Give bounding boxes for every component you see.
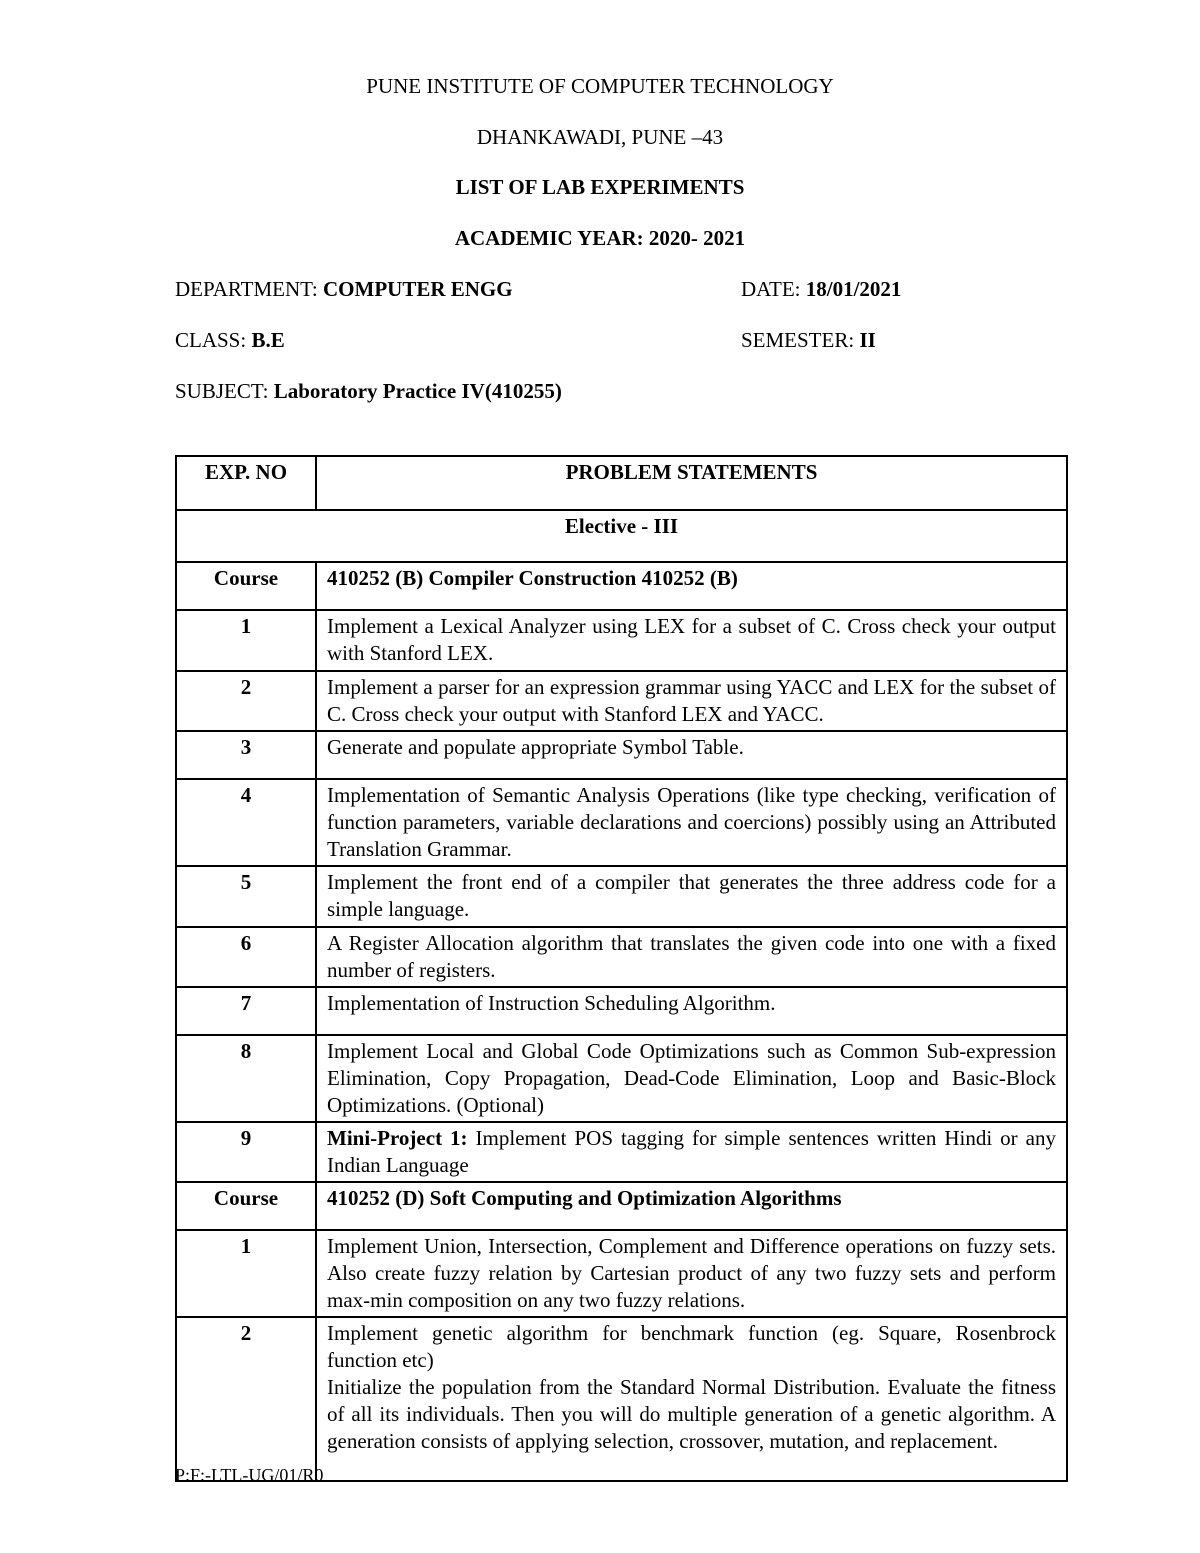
exp-statement: Implement Local and Global Code Optimizations such as Common Sub-expression Elimination, Copy Propagation, Dead-Code Elimination, Loop and Basic-Block Optimizations. (Optional) xyxy=(316,1035,1067,1122)
exp-number: 2 xyxy=(176,1317,316,1481)
class-label: CLASS: xyxy=(175,328,252,352)
course-label: Course xyxy=(176,562,316,610)
exp-statement: Implement a parser for an expression grammar using YACC and LEX for the subset of C. Cross check your output with Stanford LEX and YACC. xyxy=(316,671,1067,731)
date-value: 18/01/2021 xyxy=(805,277,902,301)
column-header-problem: PROBLEM STATEMENTS xyxy=(316,456,1067,510)
table-row xyxy=(176,610,1067,671)
lab-experiments-table xyxy=(175,455,1068,1482)
table-row xyxy=(176,731,1067,779)
exp-number: 6 xyxy=(176,927,316,987)
exp-statement-part1: Implement genetic algorithm for benchmark function (eg. Square, Rosenbrock function etc) xyxy=(327,1321,1056,1372)
exp-number: 1 xyxy=(176,610,316,671)
exp-statement: Implement Union, Intersection, Complement and Difference operations on fuzzy sets. Also create fuzzy relation by Cartesian product of any two fuzzy sets and perform max-min composition on any two fuzzy relations. xyxy=(316,1230,1067,1317)
course-title: 410252 (D) Soft Computing and Optimization Algorithms xyxy=(316,1182,1067,1230)
form-code-footer: P:F:-LTL-UG/01/R0 xyxy=(175,1465,324,1485)
institute-address: DHANKAWADI, PUNE –43 xyxy=(476,125,724,149)
exp-statement: Implement a Lexical Analyzer using LEX for a subset of C. Cross check your output with Stanford LEX. xyxy=(316,610,1067,671)
exp-number: 9 xyxy=(176,1122,316,1182)
department-value: COMPUTER ENGG xyxy=(323,277,513,301)
subject-field xyxy=(175,379,562,404)
table-row xyxy=(176,1122,1067,1182)
table-row xyxy=(176,1035,1067,1122)
semester-value: II xyxy=(859,328,876,352)
course-title: 410252 (B) Compiler Construction 410252 (B) xyxy=(316,562,1067,610)
course-row xyxy=(176,562,1067,610)
elective-title: Elective - III xyxy=(176,510,1067,562)
institute-name: PUNE INSTITUTE OF COMPUTER TECHNOLOGY xyxy=(366,74,834,98)
exp-statement-part2: Initialize the population from the Standard Normal Distribution. Evaluate the fitness of all its individuals. Then you will do multiple generation of a genetic algorithm. A generation consists of applying selection, crossover, mutation, and replacement. xyxy=(327,1375,1056,1453)
exp-statement: Implement the front end of a compiler that generates the three address code for a simple language. xyxy=(316,866,1067,927)
course-row xyxy=(176,1182,1067,1230)
table-row xyxy=(176,671,1067,731)
table-row xyxy=(176,1230,1067,1317)
exp-number: 3 xyxy=(176,731,316,779)
column-header-exp-no: EXP. NO xyxy=(176,456,316,510)
class-field xyxy=(175,328,285,353)
mini-project-label: Mini-Project 1: xyxy=(327,1126,468,1150)
subject-value: Laboratory Practice IV(410255) xyxy=(273,379,562,403)
exp-number: 8 xyxy=(176,1035,316,1122)
table-row xyxy=(176,866,1067,927)
exp-statement: Generate and populate appropriate Symbol Table. xyxy=(316,731,1067,779)
department-field xyxy=(175,277,513,302)
table-header-row xyxy=(176,456,1067,510)
date-label: DATE: xyxy=(741,277,806,301)
mini-project-text: Implement POS tagging for simple sentences written Hindi or any Indian Language xyxy=(327,1126,1056,1177)
class-value: B.E xyxy=(251,328,285,352)
semester-field xyxy=(741,328,876,353)
subject-label: SUBJECT: xyxy=(175,379,274,403)
table-row xyxy=(176,1317,1067,1481)
exp-statement: Implementation of Instruction Scheduling Algorithm. xyxy=(316,987,1067,1035)
exp-number: 1 xyxy=(176,1230,316,1317)
exp-statement xyxy=(316,1122,1067,1182)
exp-number: 5 xyxy=(176,866,316,927)
course-label: Course xyxy=(176,1182,316,1230)
exp-statement: Implementation of Semantic Analysis Operations (like type checking, verification of function parameters, variable declarations and coercions) possibly using an Attributed Translation Grammar. xyxy=(316,779,1067,866)
document-title: LIST OF LAB EXPERIMENTS xyxy=(455,175,745,199)
elective-row xyxy=(176,510,1067,562)
semester-label: SEMESTER: xyxy=(741,328,860,352)
exp-statement xyxy=(316,1317,1067,1481)
table-row xyxy=(176,987,1067,1035)
exp-number: 4 xyxy=(176,779,316,866)
exp-number: 7 xyxy=(176,987,316,1035)
exp-number: 2 xyxy=(176,671,316,731)
academic-year: ACADEMIC YEAR: 2020- 2021 xyxy=(454,226,746,250)
date-field xyxy=(741,277,901,302)
exp-statement: A Register Allocation algorithm that translates the given code into one with a fixed number of registers. xyxy=(316,927,1067,987)
table-row xyxy=(176,927,1067,987)
table-row xyxy=(176,779,1067,866)
department-label: DEPARTMENT: xyxy=(175,277,324,301)
